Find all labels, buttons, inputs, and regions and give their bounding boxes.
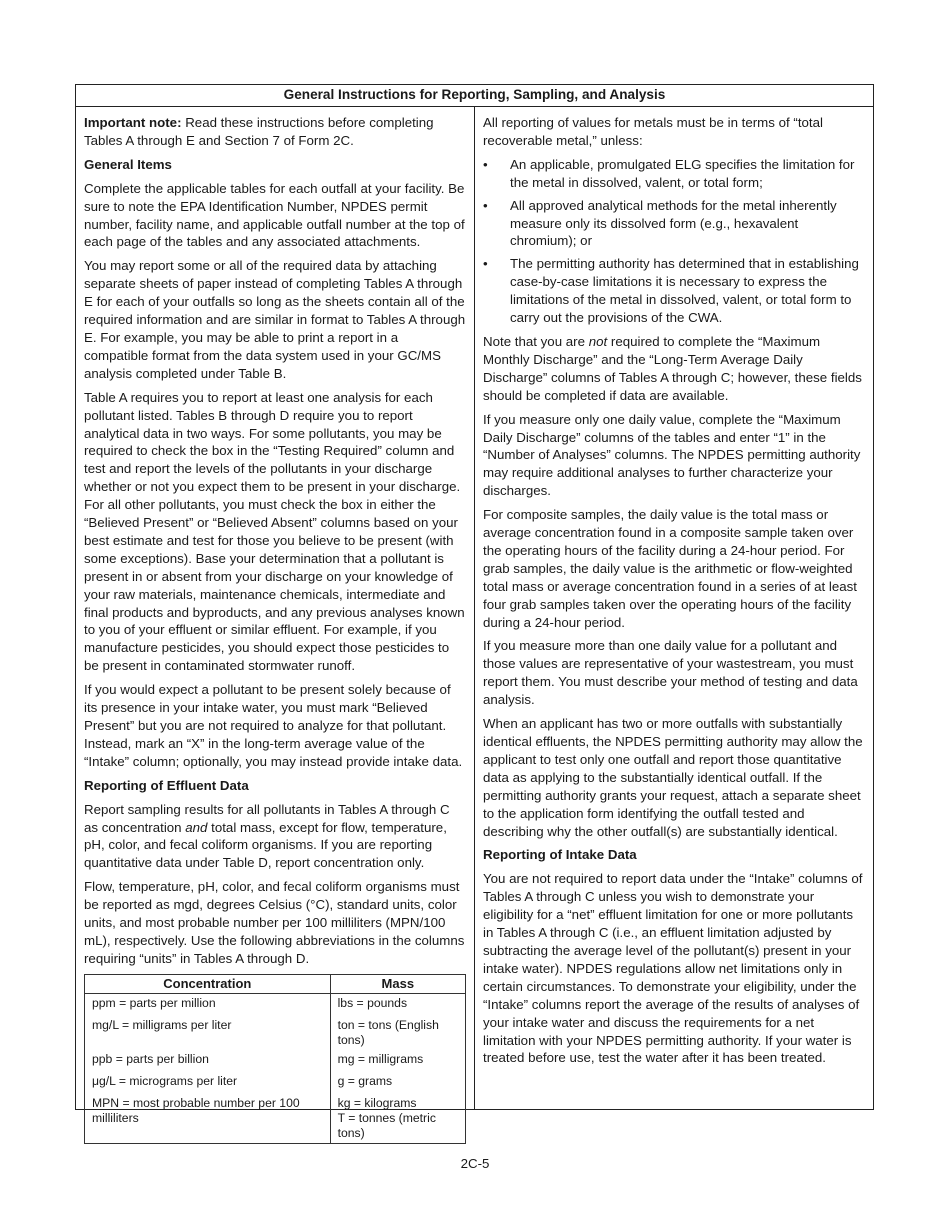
table-row [85,993,466,1016]
effluent-data-heading: Reporting of Effluent Data [84,777,249,793]
important-note-label: Important note: [84,115,182,130]
important-note [84,114,466,150]
table-row [85,1094,466,1144]
identical-outfalls-paragraph: When an applicant has two or more outfalls with substantially identical effluents, the NPDES permitting authority may allow the applicant to test only one outfall and report those quantitative data as applying to the substantially identical outfall. If the permitting authority grants your request, attach a separate sheet to the application form identifying the outfall tested and describing why the other outfall(s) are substantially identical. [483,716,863,839]
table-row [85,1016,466,1050]
multiple-values-paragraph: If you measure more than one daily value for a pollutant and those values are representative of your wastestream, you must report them. You must describe your method of testing and data analysis. [483,638,858,708]
optional-columns-note [483,333,865,405]
note-emphasis: not [588,333,608,349]
right-column [475,107,873,1109]
single-daily-value-paragraph: If you measure only one daily value, complete the “Maximum Daily Discharge” columns of the tables and enter “1” in the “Number of Analyses” columns. The NPDES permitting authority may require additional analyses to further characterize your discharges. [483,411,861,499]
units-header-concentration: Concentration [85,974,331,993]
units-table [84,974,466,1144]
list-item: • The permitting authority has determined that in establishing case-by-case limitations it is necessary to express the limitations of the metal in dissolved, valent, or total form to carry out the provisions of the CWA. [483,255,865,327]
note-text-b: required to complete the “Maximum Monthly Discharge” and the “Long-Term Average Daily Discharge” columns of Tables A through C; however, these fields should be completed if data are available. [483,333,862,403]
effluent-paragraph-1 [84,801,466,873]
table-row [85,1072,466,1094]
left-column [76,107,475,1140]
intake-data-heading: Reporting of Intake Data [483,847,637,863]
metals-intro: All reporting of values for metals must be in terms of “total recoverable metal,” unless: [483,115,823,148]
table-cell [330,1094,465,1144]
general-paragraph-2: You may report some or all of the required data by attaching separate sheets of paper instead of completing Tables A through E for each of your outfalls so long as the sheets contain all of the required information and are similar in format to Tables A through E. For example, you may be able to print a report in a compatible format from the data system used in your GC/MS analysis completed under Table B. [84,258,466,381]
table-row [85,1050,466,1072]
units-tonnes: T = tonnes (metric tons) [337,1110,436,1140]
units-header-mass: Mass [330,974,465,993]
metals-exceptions-list [483,156,865,327]
instructions-frame [75,84,874,1140]
units-kg: kg = kilograms [337,1095,417,1110]
table-cell: ppb = parts per billion [85,1050,331,1072]
list-item: • An applicable, promulgated ELG specifies the limitation for the metal in dissolved, valent, or total form; [483,156,865,192]
effluent-paragraph-1-a: Report sampling results for all pollutants in Tables A through C as concentration [84,801,450,835]
important-note-text: Read these instructions before completing Tables A through E and Section 7 of Form 2C. [84,115,434,148]
page-number: 2C-5 [460,1156,490,1171]
general-paragraph-1: Complete the applicable tables for each outfall at your facility. Be sure to note the EPA Identification Number, NPDES permit number, facility name, and applicable outfall number at the top of each page of the tables and any associated attachments. [84,180,465,250]
effluent-paragraph-1-emphasis: and [185,819,208,835]
table-cell: g = grams [330,1072,465,1094]
composite-samples-paragraph: For composite samples, the daily value is the total mass or average concentration found in a composite sample taken over the operating hours of the facility during a 24-hour period. For grab samples, the daily value is the arithmetic or flow-weighted total mass or average concentration found in a series of at least four grab samples taken over the operating hours of the facility during a 24-hour period. [483,507,858,630]
table-cell: mg/L = milligrams per liter [85,1016,331,1050]
table-cell: ton = tons (English tons) [330,1016,465,1050]
intake-data-paragraph: You are not required to report data under the “Intake” columns of Tables A through C unless you wish to demonstrate your eligibility for a “net” effluent limitation for one or more pollutants in Tables A through C (i.e., an effluent limitation adjusted by subtracting the average level of the pollutant(s) present in your intake water). NPDES regulations allow net limitations only in certain circumstances. To demonstrate your eligibility, under the “Intake” columns report the average of the results of analyses of your intake water and discuss the requirements for a net limitation with your NPDES permitting authority. If your water is treated before use, test the water after it has been treated. [483,871,863,1066]
table-cell: mg = milligrams [330,1050,465,1072]
effluent-paragraph-1-b: total mass, except for flow, temperature, pH, color, and fecal coliform organisms. If you are reporting quantitative data under Table D, report concentration only. [84,819,447,871]
table-cell: μg/L = micrograms per liter [85,1072,331,1094]
effluent-paragraph-2: Flow, temperature, pH, color, and fecal coliform organisms must be reported as mgd, degrees Celsius (°C), standard units, color units, and most probable number per 100 milliliters (MPN/100 mL), respectively. Use the following abbreviations in the columns requiring “units” in Tables A through D. [84,879,465,966]
section-title: General Instructions for Reporting, Sampling, and Analysis [76,85,873,107]
general-items-heading: General Items [84,156,172,172]
table-cell: MPN = most probable number per 100 milliliters [85,1094,331,1144]
note-text-a: Note that you are [483,333,589,349]
general-paragraph-3: Table A requires you to report at least one analysis for each pollutant listed. Tables B through D require you to report analytical data in two ways. For some pollutants, you may be required to check the box in the “Testing Required” column and test and report the levels of the pollutants in your discharge whether or not you expect them to be present in your discharge. For all other pollutants, you must check the box in either the “Believed Present” or “Believed Absent” columns based on your best estimate and test for those you believe to be present (with some exceptions). Base your determination that a pollutant is present in or absent from your discharge on your knowledge of your raw materials, maintenance chemicals, intermediate and final products and byproducts, and any previous analyses known to you of your effluent or similar effluent. For example, if you manufacture pesticides, you should expect those pesticides to be present in contaminated stormwater runoff. [84,389,465,674]
general-paragraph-4: If you would expect a pollutant to be present solely because of its presence in your intake water, you must mark “Believed Present” but you are not required to analyze for that pollutant. Instead, mark an “X” in the long-term average value of the “Intake” column; optionally, you may instead provide intake data. [84,682,463,769]
table-cell: lbs = pounds [330,993,465,1016]
table-cell: ppm = parts per million [85,993,331,1016]
list-item: • All approved analytical methods for the metal inherently measure only its dissolved form (e.g., hexavalent chromium); or [483,197,865,251]
